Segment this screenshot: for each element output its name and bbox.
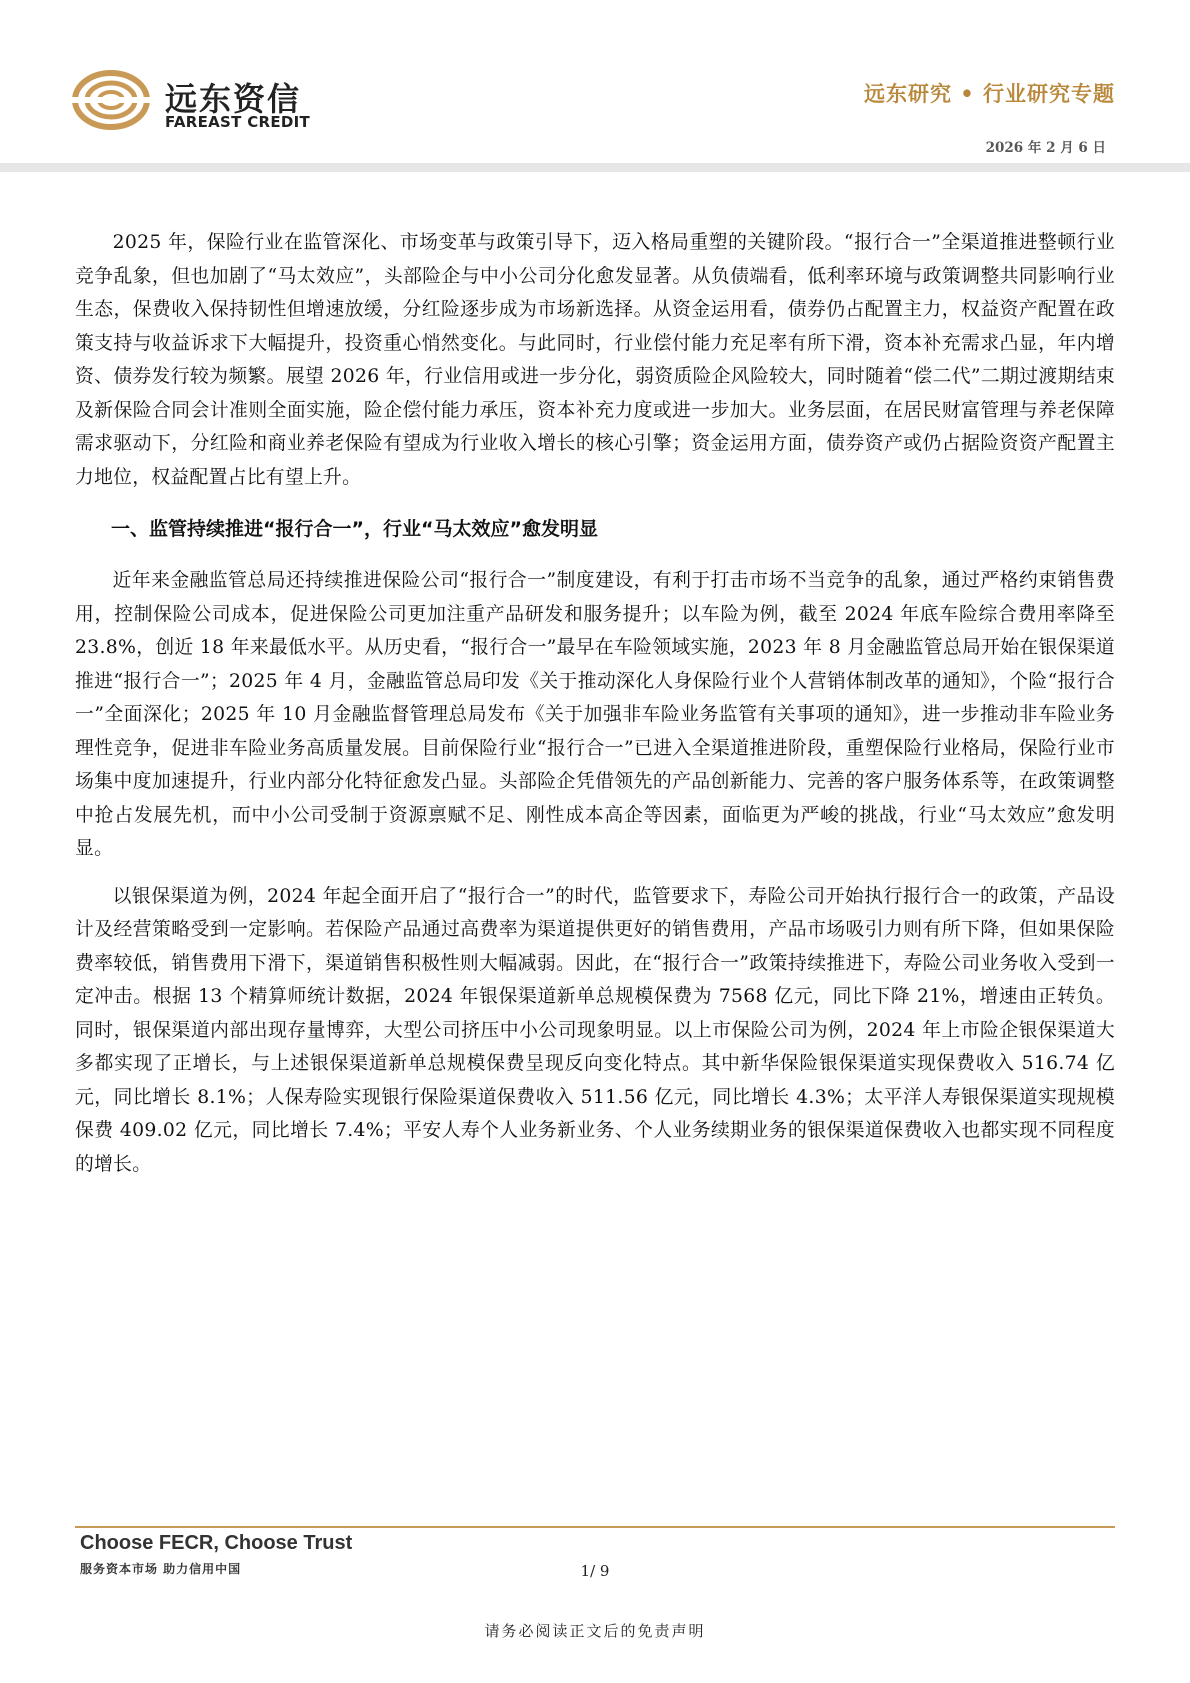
- page-header: [0, 0, 1190, 172]
- disclaimer-note: 请务必阅读正文后的免责声明: [484, 1622, 706, 1640]
- header-divider: [0, 163, 1190, 172]
- body-paragraph: 以银保渠道为例，2024 年起全面开启了“报行合一”的时代，监管要求下，寿险公司开始执行报行合一的政策，产品设计及经营策略受到一定影响。若保险产品通过高费率为渠道提供更好的销售费用，产品市场吸引力则有所下降，但如果保险费率较低，销售费用下滑下，渠道销售积极性则大幅减弱。因此，在“报行合一”政策持续推进下，寿险公司业务收入受到一定冲击。根据 13 个精算师统计数据，2024 年银保渠道新单总规模保费为 7568 亿元，同比下降 21%，增速由正转负。同时，银保渠道内部出现存量博弈，大型公司挤压中小公司现象明显。以上市保险公司为例，2024 年上市险企银保渠道大多都实现了正增长，与上述银保渠道新单总规模保费呈现反向变化特点。其中新华保险银保渠道实现保费收入 516.74 亿元，同比增长 8.1%；人保寿险实现银行保险渠道保费收入 511.56 亿元，同比增长 4.3%；太平洋人寿银保渠道实现规模保费 409.02 亿元，同比增长 7.4%；平安人寿个人业务新业务、个人业务续期业务的银保渠道保费收入也都实现不同程度的增长。: [75, 885, 1115, 1175]
- footer-slogan: Choose FECR, Choose Trust: [80, 1532, 353, 1554]
- brand-name-en: FAREAST CREDIT: [165, 113, 311, 131]
- page-number: 1/ 9: [580, 1562, 610, 1580]
- brand-name-cn: 远东资信: [165, 80, 302, 118]
- section-heading: 一、监管持续推进“报行合一”，行业“马太效应”愈发明显: [111, 518, 598, 540]
- report-series: 远东研究 • 行业研究专题: [863, 81, 1115, 106]
- report-date: 2026 年 2 月 6 日: [985, 140, 1106, 156]
- intro-paragraph: 2025 年，保险行业在监管深化、市场变革与政策引导下，迈入格局重塑的关键阶段。“报行合一”全渠道推进整顿行业竞争乱象，但也加剧了“马太效应”，头部险企与中小公司分化愈发显著。从负债端看，低利率环境与政策调整共同影响行业生态，保费收入保持韧性但增速放缓，分红险逐步成为市场新选择。从资金运用看，债券仍占配置主力，权益资产配置在政策支持与收益诉求下大幅提升，投资重心悄然变化。与此同时，行业偿付能力充足率有所下滑，资本补充需求凸显，年内增资、债券发行较为频繁。展望 2026 年，行业信用或进一步分化，弱资质险企风险较大，同时随着“偿二代”二期过渡期结束及新保险合同会计准则全面实施，险企偿付能力承压，资本补充力度或进一步加大。业务层面，在居民财富管理与养老保障需求驱动下，分红险和商业养老保险有望成为行业收入增长的核心引擎；资金运用方面，债券资产或仍占据险资资产配置主力地位，权益配置占比有望上升。: [75, 232, 1115, 488]
- body-paragraph: 近年来金融监管总局还持续推进保险公司“报行合一”制度建设，有利于打击市场不当竞争的乱象，通过严格约束销售费用，控制保险公司成本，促进保险公司更加注重产品研发和服务提升；以车险为例，截至 2024 年底车险综合费用率降至 23.8%，创近 18 年来最低水平。从历史看，“报行合一”最早在车险领域实施，2023 年 8 月金融监管总局开始在银保渠道推进“报行合一”；2025 年 4 月，金融监管总局印发《关于推动深化人身保险行业个人营销体制改革的通知》，个险“报行合一”全面深化；2025 年 10 月金融监督管理总局发布《关于加强非车险业务监管有关事项的通知》，进一步推动非车险业务理性竞争，促进非车险业务高质量发展。目前保险行业“报行合一”已进入全渠道推进阶段，重塑保险行业格局，保险行业市场集中度加速提升，行业内部分化特征愈发凸显。头部险企凭借领先的产品创新能力、完善的客户服务体系等，在政策调整中抢占发展先机，而中小公司受制于资源禀赋不足、刚性成本高企等因素，面临更为严峻的挑战，行业“马太效应”愈发明显。: [75, 570, 1115, 859]
- footer-motto: 服务资本市场 助力信用中国: [80, 1562, 242, 1576]
- footer-divider: [75, 1526, 1115, 1528]
- fareast-credit-logo-icon: [72, 70, 150, 130]
- document-body: [75, 226, 1115, 1181]
